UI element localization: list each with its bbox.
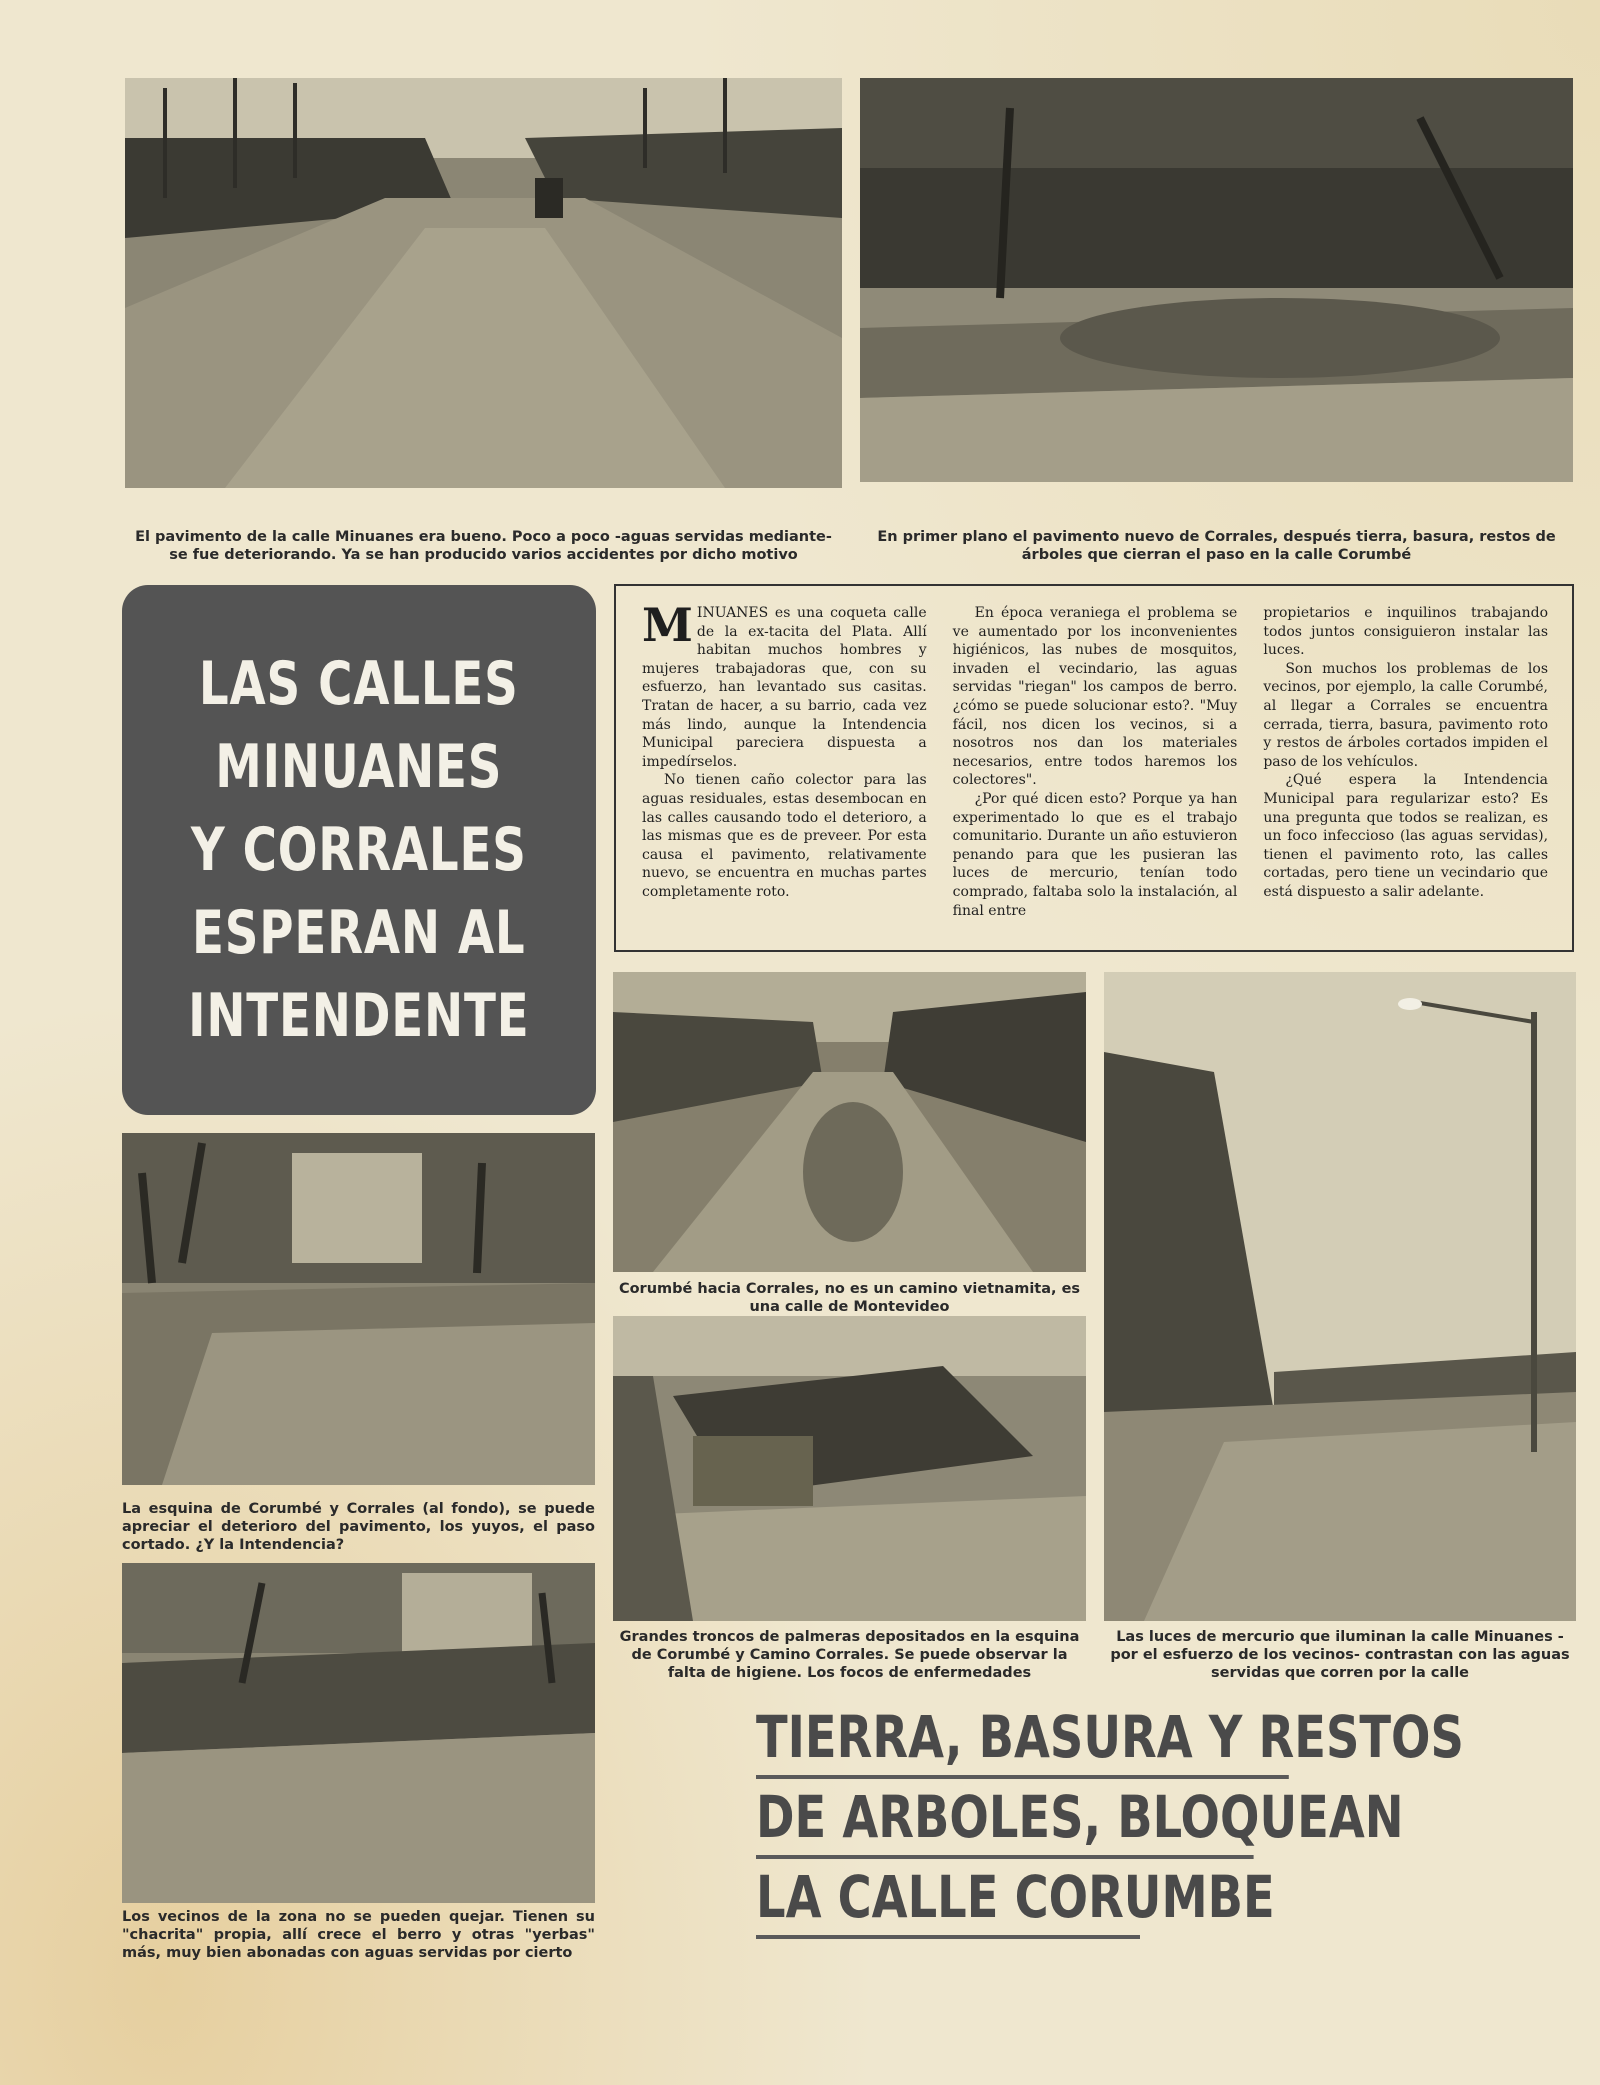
headline-line: MINUANES [215, 731, 503, 802]
caption-photo-corumbe-road: Corumbé hacia Corrales, no es un camino vietnamita, es una calle de Montevideo [618, 1281, 1081, 1315]
photo-corner-corumbe-corrales [122, 1133, 595, 1485]
caption-photo-corrales-pavement: En primer plano el pavimento nuevo de Corrales, después tierra, basura, restos de árboles que cierran el paso en la calle Corumbé [877, 529, 1556, 563]
headline-line: Y CORRALES [191, 814, 527, 885]
subheadline-line: LA CALLE CORUMBE [756, 1865, 1140, 1939]
subheadline-line: TIERRA, BASURA Y RESTOS [756, 1705, 1289, 1779]
photo-corrales-pavement [860, 78, 1573, 482]
article-body [614, 584, 1574, 952]
subheadline-line: DE ARBOLES, BLOQUEAN [756, 1785, 1254, 1859]
photo-corumbe-road [613, 972, 1086, 1272]
photo-mercury-lights [1104, 972, 1576, 1621]
caption-photo-palm-trunks: Grandes troncos de palmeras depositados en la esquina de Corumbé y Camino Corrales. Se puede observar la falta de higiene. Los focos de enfermedades [619, 1629, 1080, 1681]
article-column-1 [642, 598, 927, 940]
article-paragraph: ¿Qué espera la Intendencia Municipal para regularizar esto? Es una pregunta que todos se realizan, es un foco infeccioso (las aguas servidas), tienen el pavimento roto, las calles cortadas, pero tiene un vecindario que está dispuesto a salir adelante. [1263, 772, 1549, 900]
photo-minuanes-street [125, 78, 842, 488]
caption-photo-mercury-lights: Las luces de mercurio que iluminan la calle Minuanes -por el esfuerzo de los vecinos- contrastan con las aguas servidas que corren por la calle [1110, 1629, 1570, 1681]
article-paragraph: INUANES es una coqueta calle de la ex-tacita del Plata. Allí habitan muchos hombres y mujeres trabajadoras que, con su esfuerzo, han levantado sus casitas. Tratan de hacer, a su barrio, cada vez más lindo, aunque la Intendencia Municipal pareciera dispuesta a impedírselos. [642, 605, 927, 770]
article-column-3 [1263, 604, 1548, 940]
subheadline [756, 1705, 1476, 1945]
headline-line: LAS CALLES [199, 648, 519, 719]
caption-photo-chacrita: Los vecinos de la zona no se pueden quejar. Tienen su "chacrita" propia, allí crece el berro y otras "yerbas" más, muy bien abonadas con aguas servidas por cierto [122, 1909, 595, 1961]
headline-box [122, 585, 596, 1115]
article-column-2 [953, 604, 1238, 940]
caption-photo-corner-corumbe-corrales: La esquina de Corumbé y Corrales (al fondo), se puede apreciar el deterioro del pavimento, los yuyos, el paso cortado. ¿Y la Intendencia? [122, 1501, 595, 1553]
headline-line: ESPERAN AL [192, 897, 526, 968]
article-paragraph: ¿Por qué dicen esto? Porque ya han experimentado lo que es el trabajo comunitario. Durante un año estuvieron penando para que les pusieran las luces de mercurio, tenían todo comprado, faltaba solo la instalación, al final entre [952, 790, 1238, 919]
article-paragraph: Son muchos los problemas de los vecinos, por ejemplo, la calle Corumbé, al llegar a Corrales se encuentra cerrada, tierra, basura, pavimento roto y restos de árboles cortados impiden el paso de los vehículos. [1263, 660, 1549, 770]
article-paragraph: En época veraniega el problema se ve aumentado por los inconvenientes higiénicos, las nubes de mosquitos, invaden el vecindario, las aguas servidas "riegan" los campos de berro. ¿cómo se puede solucionar esto?. "Muy fácil, nos dicen los vecinos, si a nosotros nos dan los materiales necesarios, entre todos haremos los colectores". [952, 605, 1238, 789]
article-paragraph: propietarios e inquilinos trabajando todos juntos consiguieron instalar las luces. [1263, 605, 1549, 659]
headline [181, 643, 538, 1058]
article-paragraph: No tienen caño colector para las aguas residuales, estas desembocan en las calles causando todo el deterioro, a las mismas que es de preveer. Por esta causa el pavimento, relativamente nuevo, se encuentra en muchas partes completamente roto. [642, 772, 927, 900]
photo-chacrita [122, 1563, 595, 1903]
caption-photo-minuanes-street: El pavimento de la calle Minuanes era bueno. Poco a poco -aguas servidas mediante- se fue deteriorando. Ya se han producido varios accidentes por dicho motivo [135, 529, 832, 563]
photo-palm-trunks [613, 1316, 1086, 1621]
headline-line: INTENDENTE [188, 980, 530, 1051]
dropcap: M [642, 598, 693, 652]
